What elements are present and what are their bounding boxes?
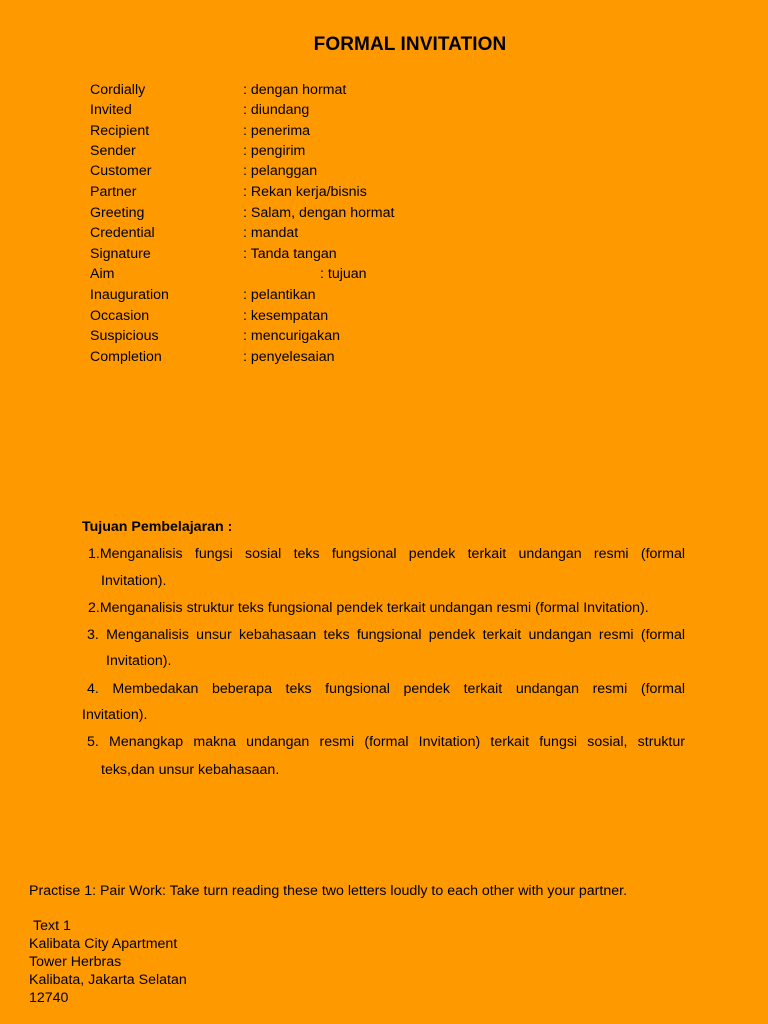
vocab-meaning: : tujuan [320, 266, 367, 282]
vocab-term: Aim [90, 266, 115, 282]
objective-line: Invitation). [106, 653, 172, 669]
objective-line: Invitation). [82, 707, 148, 723]
vocab-meaning: : kesempatan [243, 308, 329, 324]
objective-line: Invitation). [101, 573, 167, 589]
vocab-meaning: : Tanda tangan [243, 246, 337, 262]
address-line: Kalibata, Jakarta Selatan [29, 972, 187, 988]
objective-line: teks,dan unsur kebahasaan. [101, 762, 280, 778]
address-line: Tower Herbras [29, 954, 122, 970]
objective-line: 2.Menganalisis struktur teks fungsional pendek terkait undangan resmi (formal Invitation). [88, 600, 649, 616]
vocab-term: Invited [90, 102, 132, 118]
vocab-meaning: : diundang [243, 102, 310, 118]
vocab-term: Credential [90, 225, 155, 241]
address-line: 12740 [29, 990, 69, 1006]
vocab-meaning: : pelantikan [243, 287, 316, 303]
objective-line: 3. Menganalisis unsur kebahasaan teks fungsional pendek terkait undangan resmi (formal [87, 627, 685, 643]
objective-line: 5. Menangkap makna undangan resmi (formal Invitation) terkait fungsi sosial, struktur [87, 734, 685, 750]
vocab-term: Inauguration [90, 287, 169, 303]
objective-line: 1.Menganalisis fungsi sosial teks fungsional pendek terkait undangan resmi (formal [88, 546, 685, 562]
text1-label: Text 1 [33, 918, 71, 934]
vocab-term: Completion [90, 349, 162, 365]
vocab-term: Customer [90, 163, 152, 179]
vocab-meaning: : mandat [243, 225, 299, 241]
vocab-meaning: : penerima [243, 123, 311, 139]
vocab-term: Partner [90, 184, 137, 200]
vocab-term: Occasion [90, 308, 150, 324]
practise-instruction: Practise 1: Pair Work: Take turn reading these two letters loudly to each other with your partner. [29, 883, 628, 899]
objective-line: 4. Membedakan beberapa teks fungsional pendek terkait undangan resmi (formal [87, 681, 685, 697]
vocab-term: Sender [90, 143, 136, 159]
vocab-meaning: : pelanggan [243, 163, 318, 179]
page-title: FORMAL INVITATION [313, 34, 507, 55]
objectives-heading: Tujuan Pembelajaran : [82, 519, 233, 535]
vocab-term: Recipient [90, 123, 150, 139]
vocab-term: Suspicious [90, 328, 159, 344]
vocab-term: Cordially [90, 82, 146, 98]
vocab-meaning: : Rekan kerja/bisnis [243, 184, 367, 200]
vocab-meaning: : dengan hormat [243, 82, 347, 98]
vocab-term: Signature [90, 246, 151, 262]
address-line: Kalibata City Apartment [29, 936, 178, 952]
vocab-meaning: : mencurigakan [243, 328, 340, 344]
vocab-meaning: : pengirim [243, 143, 306, 159]
vocab-meaning: : penyelesaian [243, 349, 335, 365]
vocab-meaning: : Salam, dengan hormat [243, 205, 395, 221]
vocab-term: Greeting [90, 205, 145, 221]
